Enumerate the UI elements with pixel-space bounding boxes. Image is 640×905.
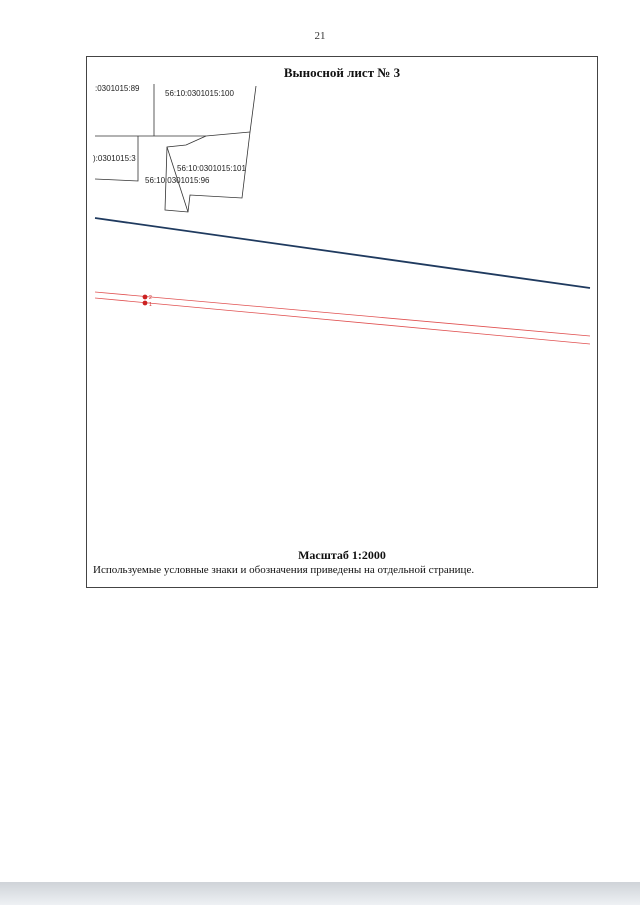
scale-label: Масштаб 1:2000 xyxy=(298,548,386,562)
point-label: 1 xyxy=(149,302,152,308)
sheet-title: Выносной лист № 3 xyxy=(283,65,401,80)
point-label: 2 xyxy=(149,295,152,301)
survey-point xyxy=(143,295,148,300)
parcel-boundaries xyxy=(95,84,256,212)
scan-bottom-edge xyxy=(0,882,640,905)
parcel-label: ):0301015:3 xyxy=(93,154,136,163)
page-number: 21 xyxy=(314,30,326,42)
parcel-boundary xyxy=(165,86,256,212)
corridor-line-bottom xyxy=(95,298,590,344)
parcel-label: :0301015:89 xyxy=(95,84,140,93)
legend-note: Используемые условные знаки и обозначения приведены на отдельной странице. xyxy=(93,564,475,576)
parcel-boundary xyxy=(95,132,250,136)
parcel-label: 56:10:0301015:100 xyxy=(165,89,234,98)
parcel-label: 56:10:0301015:96 xyxy=(145,176,210,185)
survey-point xyxy=(143,301,148,306)
corridor-line-top xyxy=(95,292,590,336)
parcel-label: 56:10:0301015:101 xyxy=(177,164,246,173)
boundary-line xyxy=(95,218,590,288)
